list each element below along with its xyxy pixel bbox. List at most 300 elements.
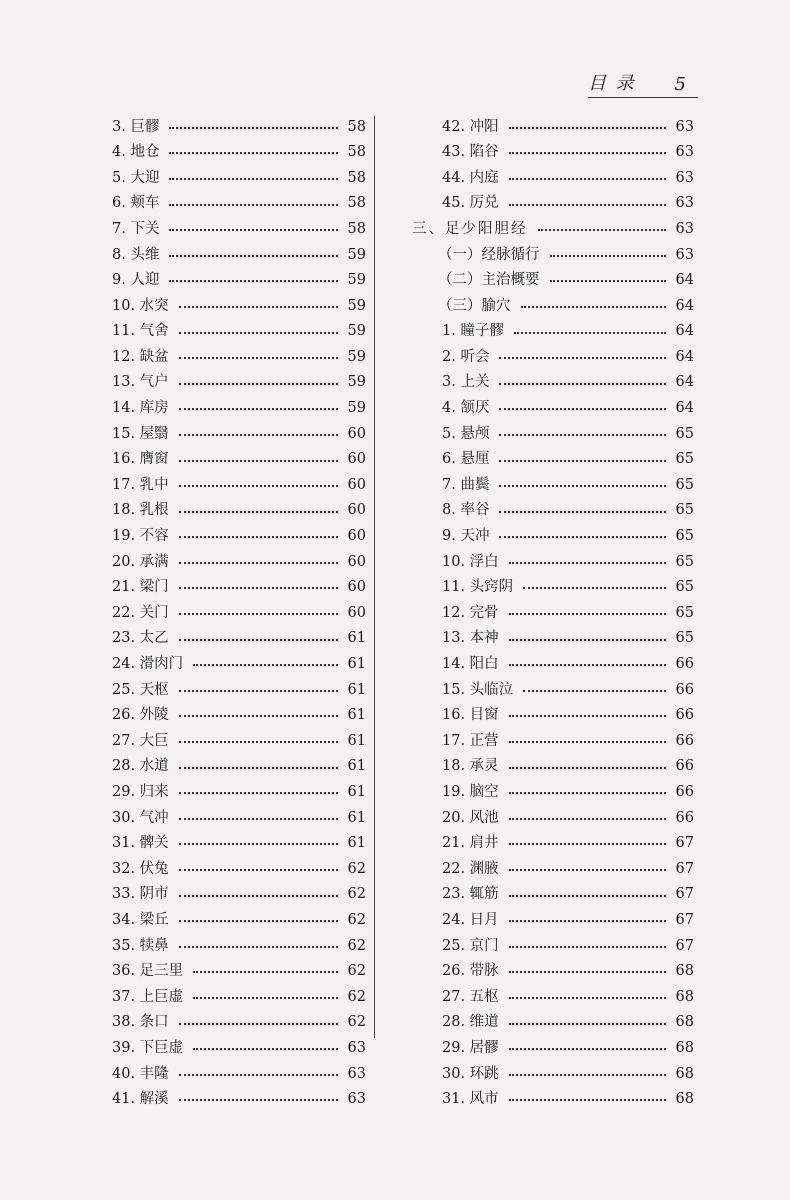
toc-entry-label: 32. 伏兔: [112, 860, 169, 877]
dot-leader: [179, 895, 338, 897]
toc-entry-page: 66: [675, 783, 694, 800]
dot-leader: [179, 946, 338, 948]
toc-entry-page: 65: [675, 502, 694, 519]
dot-leader: [179, 1099, 338, 1101]
toc-entry[interactable]: [112, 856, 366, 882]
toc-entry-page: 58: [347, 220, 366, 237]
toc-entry-label: 28. 维道: [442, 1014, 499, 1031]
toc-entry-label: 11. 气舍: [112, 323, 169, 340]
dot-leader: [509, 204, 666, 206]
toc-entry-page: 58: [347, 144, 366, 161]
toc-entry-label: 3. 上关: [442, 374, 490, 391]
dot-leader: [179, 639, 338, 641]
toc-entry-label: 5. 悬颅: [442, 425, 490, 442]
dot-leader: [179, 869, 338, 871]
toc-entry-page: 62: [347, 988, 366, 1005]
toc-entry-label: 17. 正营: [442, 732, 499, 749]
toc-entry-label: 3. 巨髎: [112, 118, 160, 135]
toc-entry-label: 8. 头维: [112, 246, 160, 263]
toc-entry-page: 65: [675, 425, 694, 442]
toc-entry[interactable]: [112, 651, 366, 677]
toc-entry-label: （一）经脉循行: [438, 246, 540, 263]
toc-entry-label: 14. 库房: [112, 400, 169, 417]
toc-entry[interactable]: [112, 728, 366, 754]
column-divider: [374, 116, 375, 1038]
toc-entry[interactable]: [412, 165, 694, 191]
dot-leader: [499, 408, 666, 410]
toc-entry[interactable]: [412, 575, 694, 601]
toc-entry[interactable]: [112, 319, 366, 345]
toc-entry[interactable]: [412, 677, 694, 703]
toc-entry-page: 68: [675, 963, 694, 980]
page-header: [588, 73, 698, 98]
toc-entry-page: 64: [675, 272, 694, 289]
toc-entry[interactable]: [112, 677, 366, 703]
toc-entry[interactable]: [112, 549, 366, 575]
toc-entry-label: 43. 陷谷: [442, 144, 499, 161]
toc-entry[interactable]: [112, 472, 366, 498]
dot-leader: [509, 178, 666, 180]
toc-entry-page: 64: [675, 374, 694, 391]
dot-leader: [509, 1099, 666, 1101]
toc-entry-label: 40. 丰隆: [112, 1065, 169, 1082]
dot-leader: [179, 690, 338, 692]
dot-leader: [179, 613, 338, 615]
toc-entry-page: 68: [675, 988, 694, 1005]
toc-entry-label: 26. 外陵: [112, 707, 169, 724]
toc-entry[interactable]: [412, 754, 694, 780]
dot-leader: [179, 792, 338, 794]
toc-entry-label: 2. 听会: [442, 348, 490, 365]
toc-entry-label: 21. 肩井: [442, 835, 499, 852]
toc-entry-label: 1. 瞳子髎: [442, 323, 504, 340]
toc-entry-label: 20. 承满: [112, 553, 169, 570]
dot-leader: [499, 383, 666, 385]
toc-entry-label: 16. 目窗: [442, 707, 499, 724]
toc-entry[interactable]: [412, 447, 694, 473]
dot-leader: [179, 434, 338, 436]
toc-entry-page: 59: [347, 323, 366, 340]
dot-leader: [509, 818, 666, 820]
toc-entry-page: 61: [347, 809, 366, 826]
toc-entry-page: 60: [347, 451, 366, 468]
dot-leader: [499, 511, 666, 513]
toc-entry-label: 18. 承灵: [442, 758, 499, 775]
toc-entry[interactable]: [112, 498, 366, 524]
toc-entry-label: 12. 完骨: [442, 604, 499, 621]
toc-entry-label: 4. 地仓: [112, 144, 160, 161]
toc-entry[interactable]: [412, 1010, 694, 1036]
dot-leader: [509, 792, 666, 794]
toc-entry-page: 67: [675, 860, 694, 877]
toc-entry[interactable]: [412, 1061, 694, 1087]
dot-leader: [179, 1023, 338, 1025]
toc-entry[interactable]: [412, 651, 694, 677]
toc-entry-label: 23. 太乙: [112, 630, 169, 647]
dot-leader: [499, 357, 666, 359]
dot-leader: [499, 460, 666, 462]
dot-leader: [169, 280, 338, 282]
toc-entry[interactable]: [412, 242, 694, 268]
toc-entry-page: 65: [675, 451, 694, 468]
toc-entry-page: 59: [347, 297, 366, 314]
toc-entry[interactable]: [112, 779, 366, 805]
toc-entry[interactable]: [112, 140, 366, 166]
toc-entry[interactable]: [112, 754, 366, 780]
toc-entry-page: 62: [347, 886, 366, 903]
toc-entry-page: 60: [347, 425, 366, 442]
toc-entry-page: 68: [675, 1014, 694, 1031]
toc-entry-page: 67: [675, 886, 694, 903]
toc-entry[interactable]: [412, 856, 694, 882]
toc-entry-page: 61: [347, 656, 366, 673]
dot-leader: [169, 152, 338, 154]
toc-entry[interactable]: [412, 293, 694, 319]
toc-entry-page: 60: [347, 604, 366, 621]
toc-entry[interactable]: [412, 831, 694, 857]
dot-leader: [509, 869, 666, 871]
toc-entry-page: 60: [347, 579, 366, 596]
toc-entry[interactable]: [412, 703, 694, 729]
toc-entry-page: 66: [675, 732, 694, 749]
toc-entry-label: 6. 悬厘: [442, 451, 490, 468]
toc-entry-label: 4. 颔厌: [442, 400, 490, 417]
toc-entry[interactable]: [412, 984, 694, 1010]
toc-entry[interactable]: [412, 396, 694, 422]
dot-leader: [509, 127, 666, 129]
dot-leader: [179, 562, 338, 564]
toc-entry[interactable]: [112, 1035, 366, 1061]
toc-entry-label: 31. 风市: [442, 1091, 499, 1108]
toc-entry[interactable]: [112, 191, 366, 217]
dot-leader: [169, 127, 338, 129]
toc-entry-label: 22. 渊腋: [442, 860, 499, 877]
toc-entry-label: 17. 乳中: [112, 476, 169, 493]
toc-entry-page: 64: [675, 323, 694, 340]
toc-entry[interactable]: [412, 140, 694, 166]
toc-entry-label: 15. 屋翳: [112, 425, 169, 442]
toc-entry[interactable]: [412, 524, 694, 550]
dot-leader: [179, 357, 338, 359]
dot-leader: [179, 1074, 338, 1076]
toc-entry-label: 16. 膺窗: [112, 451, 169, 468]
toc-entry-label: 19. 脑空: [442, 783, 499, 800]
dot-leader: [169, 255, 338, 257]
toc-entry-label: 41. 解溪: [112, 1091, 169, 1108]
toc-entry-page: 65: [675, 476, 694, 493]
toc-entry[interactable]: [112, 959, 366, 985]
toc-entry-page: 59: [347, 272, 366, 289]
toc-entry-page: 63: [347, 1065, 366, 1082]
toc-entry-page: 62: [347, 963, 366, 980]
toc-entry[interactable]: [112, 165, 366, 191]
toc-entry-label: 20. 风池: [442, 809, 499, 826]
toc-entry-page: 61: [347, 783, 366, 800]
toc-entry-label: 8. 率谷: [442, 502, 490, 519]
toc-entry[interactable]: [112, 293, 366, 319]
toc-entry[interactable]: [412, 216, 694, 242]
dot-leader: [179, 408, 338, 410]
toc-entry-label: 45. 厉兑: [442, 195, 499, 212]
dot-leader: [509, 664, 666, 666]
dot-leader: [509, 1023, 666, 1025]
toc-entry-label: 26. 带脉: [442, 963, 499, 980]
toc-entry[interactable]: [112, 114, 366, 140]
toc-entry-label: （二）主治概要: [438, 272, 540, 289]
toc-entry-label: 42. 冲阳: [442, 118, 499, 135]
header-page-number: 5: [674, 74, 688, 95]
toc-entry-label: 三、足少阳胆经: [412, 220, 528, 237]
toc-entry[interactable]: [112, 242, 366, 268]
toc-entry-label: 24. 日月: [442, 911, 499, 928]
toc-entry[interactable]: [412, 319, 694, 345]
toc-entry[interactable]: [412, 549, 694, 575]
toc-entry-page: 65: [675, 553, 694, 570]
dot-leader: [499, 485, 666, 487]
toc-entry[interactable]: [112, 600, 366, 626]
dot-leader: [179, 920, 338, 922]
toc-entry-label: 24. 滑肉门: [112, 656, 184, 673]
toc-entry-page: 60: [347, 553, 366, 570]
toc-entry-label: 9. 天冲: [442, 528, 490, 545]
toc-entry[interactable]: [112, 344, 366, 370]
toc-entry-page: 61: [347, 758, 366, 775]
toc-entry-label: 22. 关门: [112, 604, 169, 621]
toc-entry-label: 18. 乳根: [112, 502, 169, 519]
toc-entry-label: 11. 头窍阴: [442, 579, 514, 596]
dot-leader: [509, 613, 666, 615]
toc-entry[interactable]: [412, 933, 694, 959]
dot-leader: [509, 895, 666, 897]
dot-leader: [179, 767, 338, 769]
toc-entry[interactable]: [112, 1010, 366, 1036]
toc-entry-label: 37. 上巨虚: [112, 988, 184, 1005]
toc-entry[interactable]: [412, 959, 694, 985]
toc-entry[interactable]: [412, 882, 694, 908]
toc-entry-label: 39. 下巨虚: [112, 1039, 184, 1056]
toc-entry-page: 62: [347, 1014, 366, 1031]
toc-entry-label: （三）腧穴: [438, 297, 511, 314]
toc-entry[interactable]: [112, 575, 366, 601]
toc-right-column: [412, 114, 694, 1112]
toc-entry-page: 65: [675, 579, 694, 596]
toc-entry-page: 63: [347, 1039, 366, 1056]
dot-leader: [509, 562, 666, 564]
dot-leader: [193, 1048, 338, 1050]
dot-leader: [509, 741, 666, 743]
toc-entry-page: 65: [675, 604, 694, 621]
dot-leader: [499, 434, 666, 436]
toc-entry-label: 13. 气户: [112, 374, 169, 391]
dot-leader: [538, 229, 667, 231]
toc-entry[interactable]: [412, 1087, 694, 1113]
toc-entry[interactable]: [112, 805, 366, 831]
dot-leader: [509, 715, 666, 717]
toc-entry-label: 5. 大迎: [112, 169, 160, 186]
dot-leader: [509, 843, 666, 845]
toc-entry[interactable]: [112, 831, 366, 857]
dot-leader: [179, 741, 338, 743]
toc-entry-page: 66: [675, 656, 694, 673]
toc-entry-label: 25. 天枢: [112, 681, 169, 698]
dot-leader: [514, 332, 666, 334]
toc-entry-label: 27. 大巨: [112, 732, 169, 749]
toc-entry-page: 58: [347, 195, 366, 212]
toc-entry-page: 63: [675, 246, 694, 263]
toc-entry-label: 12. 缺盆: [112, 348, 169, 365]
dot-leader: [193, 664, 338, 666]
toc-entry-page: 63: [675, 195, 694, 212]
dot-leader: [179, 511, 338, 513]
toc-entry-page: 62: [347, 937, 366, 954]
toc-entry[interactable]: [412, 600, 694, 626]
toc-entry-page: 68: [675, 1039, 694, 1056]
toc-entry-label: 35. 犊鼻: [112, 937, 169, 954]
toc-entry[interactable]: [112, 524, 366, 550]
toc-entry-label: 34. 梁丘: [112, 911, 169, 928]
toc-entry-page: 64: [675, 348, 694, 365]
toc-entry[interactable]: [112, 1087, 366, 1113]
toc-entry[interactable]: [412, 1035, 694, 1061]
dot-leader: [179, 383, 338, 385]
toc-entry[interactable]: [112, 882, 366, 908]
toc-entry-page: 59: [347, 400, 366, 417]
dot-leader: [179, 485, 338, 487]
toc-entry-label: 10. 浮白: [442, 553, 499, 570]
dot-leader: [193, 997, 338, 999]
dot-leader: [179, 332, 338, 334]
toc-entry-label: 13. 本神: [442, 630, 499, 647]
toc-entry-label: 6. 颊车: [112, 195, 160, 212]
dot-leader: [179, 306, 338, 308]
toc-entry-label: 30. 环跳: [442, 1065, 499, 1082]
toc-entry-label: 28. 水道: [112, 758, 169, 775]
toc-entry-page: 67: [675, 835, 694, 852]
dot-leader: [169, 204, 338, 206]
toc-entry-label: 14. 阳白: [442, 656, 499, 673]
dot-leader: [509, 971, 666, 973]
dot-leader: [509, 639, 666, 641]
dot-leader: [179, 843, 338, 845]
toc-entry-page: 68: [675, 1091, 694, 1108]
toc-entry[interactable]: [112, 370, 366, 396]
toc-entry-page: 63: [347, 1091, 366, 1108]
dot-leader: [509, 1048, 666, 1050]
toc-entry[interactable]: [112, 216, 366, 242]
toc-entry-page: 63: [675, 144, 694, 161]
toc-entry[interactable]: [412, 421, 694, 447]
toc-entry-page: 66: [675, 809, 694, 826]
toc-entry[interactable]: [412, 779, 694, 805]
dot-leader: [179, 715, 338, 717]
dot-leader: [169, 178, 338, 180]
dot-leader: [179, 460, 338, 462]
dot-leader: [521, 306, 667, 308]
toc-entry[interactable]: [412, 344, 694, 370]
toc-entry-page: 68: [675, 1065, 694, 1082]
toc-entry-label: 19. 不容: [112, 528, 169, 545]
toc-entry[interactable]: [412, 728, 694, 754]
dot-leader: [179, 536, 338, 538]
toc-entry-page: 66: [675, 758, 694, 775]
toc-entry-label: 36. 足三里: [112, 963, 184, 980]
toc-entry-label: 29. 居髎: [442, 1039, 499, 1056]
toc-entry[interactable]: [412, 370, 694, 396]
toc-entry-page: 66: [675, 681, 694, 698]
toc-entry-page: 59: [347, 374, 366, 391]
toc-entry[interactable]: [112, 907, 366, 933]
toc-entry-label: 7. 曲鬓: [442, 476, 490, 493]
toc-entry[interactable]: [412, 626, 694, 652]
toc-entry-page: 64: [675, 297, 694, 314]
toc-entry-page: 61: [347, 835, 366, 852]
toc-entry[interactable]: [112, 933, 366, 959]
toc-entry-page: 59: [347, 348, 366, 365]
toc-entry[interactable]: [112, 703, 366, 729]
toc-entry[interactable]: [412, 498, 694, 524]
toc-entry-page: 58: [347, 118, 366, 135]
toc-entry[interactable]: [112, 1061, 366, 1087]
toc-entry-label: 21. 梁门: [112, 579, 169, 596]
toc-entry[interactable]: [412, 191, 694, 217]
dot-leader: [509, 920, 666, 922]
dot-leader: [550, 255, 667, 257]
toc-entry-page: 61: [347, 630, 366, 647]
dot-leader: [499, 536, 666, 538]
toc-entry-page: 59: [347, 246, 366, 263]
toc-entry-page: 61: [347, 732, 366, 749]
toc-entry[interactable]: [112, 984, 366, 1010]
toc-entry[interactable]: [112, 421, 366, 447]
toc-entry-label: 31. 髀关: [112, 835, 169, 852]
toc-entry-page: 66: [675, 707, 694, 724]
dot-leader: [193, 971, 338, 973]
toc-entry-label: 30. 气冲: [112, 809, 169, 826]
toc-entry-label: 23. 辄筋: [442, 886, 499, 903]
toc-entry[interactable]: [112, 268, 366, 294]
toc-entry-page: 65: [675, 528, 694, 545]
dot-leader: [509, 997, 666, 999]
toc-entry[interactable]: [112, 626, 366, 652]
toc-entry-label: 27. 五枢: [442, 988, 499, 1005]
toc-entry-label: 29. 归来: [112, 783, 169, 800]
toc-entry[interactable]: [412, 805, 694, 831]
dot-leader: [509, 946, 666, 948]
toc-entry[interactable]: [112, 447, 366, 473]
toc-entry[interactable]: [412, 114, 694, 140]
dot-leader: [550, 280, 667, 282]
toc-entry-page: 61: [347, 707, 366, 724]
toc-entry-page: 62: [347, 860, 366, 877]
toc-entry[interactable]: [112, 396, 366, 422]
toc-entry-label: 44. 内庭: [442, 169, 499, 186]
dot-leader: [179, 587, 338, 589]
toc-entry-page: 67: [675, 911, 694, 928]
toc-entry-page: 63: [675, 220, 694, 237]
dot-leader: [509, 767, 666, 769]
dot-leader: [169, 229, 338, 231]
dot-leader: [523, 690, 666, 692]
toc-entry-page: 67: [675, 937, 694, 954]
toc-entry-label: 10. 水突: [112, 297, 169, 314]
toc-entry-page: 62: [347, 911, 366, 928]
toc-entry-page: 60: [347, 476, 366, 493]
toc-entry[interactable]: [412, 472, 694, 498]
toc-entry-label: 25. 京门: [442, 937, 499, 954]
toc-entry[interactable]: [412, 907, 694, 933]
dot-leader: [523, 587, 666, 589]
toc-entry[interactable]: [412, 268, 694, 294]
